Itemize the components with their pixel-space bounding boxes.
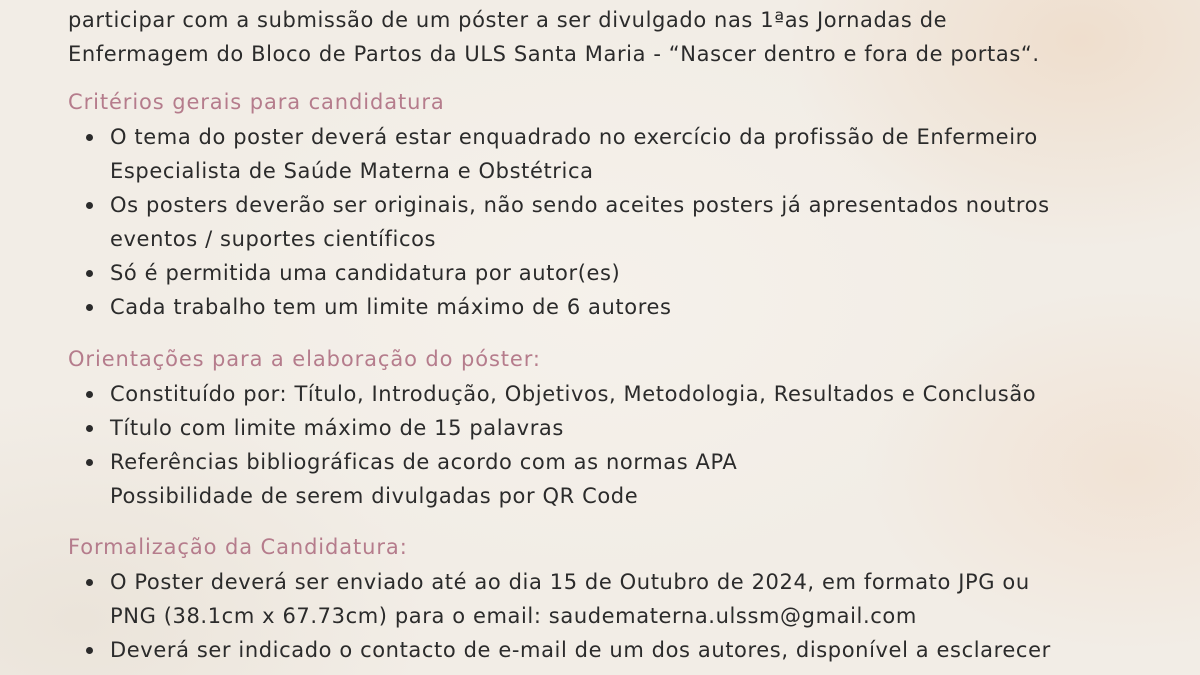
list-item-line: Referências bibliográficas de acordo com as normas APA bbox=[110, 450, 738, 474]
list-item-line: PNG (38.1cm x 67.73cm) para o email: saudematerna.ulssm@gmail.com bbox=[110, 604, 917, 628]
bullet-icon bbox=[86, 134, 93, 141]
guidelines-list bbox=[68, 377, 1036, 513]
list-item bbox=[68, 633, 1051, 667]
list-item-line: O Poster deverá ser enviado até ao dia 15 de Outubro de 2024, em formato JPG ou bbox=[110, 570, 1030, 594]
bullet-icon bbox=[86, 304, 93, 311]
list-item-line: O tema do poster deverá estar enquadrado no exercício da profissão de Enfermeiro bbox=[110, 125, 1038, 149]
list-item-line: eventos / suportes científicos bbox=[110, 227, 437, 251]
list-item bbox=[68, 188, 1050, 256]
intro-line: participar com a submissão de um póster a ser divulgado nas 1ªas Jornadas de bbox=[68, 8, 948, 32]
bullet-icon bbox=[86, 202, 93, 209]
intro-paragraph bbox=[68, 3, 1040, 71]
bullet-icon bbox=[86, 391, 93, 398]
list-item-line: Título com limite máximo de 15 palavras bbox=[110, 416, 564, 440]
list-item bbox=[68, 290, 1050, 324]
list-item-line: Especialista de Saúde Materna e Obstétrica bbox=[110, 159, 594, 183]
list-item-line: Possibilidade de serem divulgadas por QR Code bbox=[110, 484, 639, 508]
list-item bbox=[68, 377, 1036, 411]
bullet-icon bbox=[86, 459, 93, 466]
list-item-line: Cada trabalho tem um limite máximo de 6 autores bbox=[110, 295, 672, 319]
list-item bbox=[68, 565, 1051, 633]
list-item-line: Os posters deverão ser originais, não sendo aceites posters já apresentados noutros bbox=[110, 193, 1050, 217]
bullet-icon bbox=[86, 270, 93, 277]
section-heading-guidelines: Orientações para a elaboração do póster: bbox=[68, 347, 541, 371]
intro-line: Enfermagem do Bloco de Partos da ULS Santa Maria - “Nascer dentro e fora de portas“. bbox=[68, 42, 1040, 66]
list-item bbox=[68, 120, 1050, 188]
list-item-line: Só é permitida uma candidatura por autor(es) bbox=[110, 261, 621, 285]
bullet-icon bbox=[86, 579, 93, 586]
submission-list bbox=[68, 565, 1051, 667]
list-item bbox=[68, 411, 1036, 445]
bullet-icon bbox=[86, 647, 93, 654]
list-item-line: Deverá ser indicado o contacto de e-mail de um dos autores, disponível a esclarecer bbox=[110, 638, 1051, 662]
section-heading-criteria: Critérios gerais para candidatura bbox=[68, 90, 445, 114]
bullet-icon bbox=[86, 425, 93, 432]
list-item bbox=[68, 256, 1050, 290]
list-item-line: Constituído por: Título, Introdução, Objetivos, Metodologia, Resultados e Conclusão bbox=[110, 382, 1037, 406]
criteria-list bbox=[68, 120, 1050, 324]
section-heading-submission: Formalização da Candidatura: bbox=[68, 535, 408, 559]
list-item bbox=[68, 445, 1036, 513]
